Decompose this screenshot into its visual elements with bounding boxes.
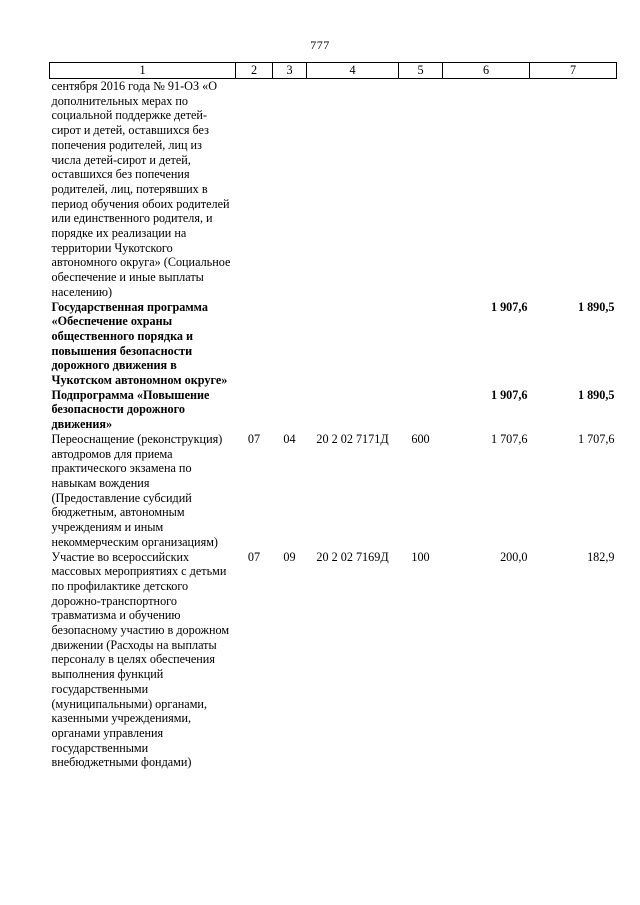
row-vr: 100 <box>411 549 430 564</box>
row-csr: 20 2 02 7171Д <box>316 431 389 446</box>
budget-table <box>49 62 617 770</box>
row-podrazdel: 09 <box>283 549 296 564</box>
row-razdel <box>236 388 273 432</box>
row-csr <box>307 388 399 432</box>
table-row-subprogram <box>50 388 617 432</box>
table-row-program <box>50 300 617 388</box>
table-row-continuation <box>50 79 617 300</box>
row-vr <box>399 79 443 300</box>
column-header-7: 7 <box>530 63 617 79</box>
row-sum-2: 1 890,5 <box>577 299 615 314</box>
row-csr: 20 2 02 7169Д <box>316 549 389 564</box>
table-row-expense <box>50 550 617 771</box>
row-podrazdel <box>273 300 307 388</box>
row-vr: 600 <box>411 431 430 446</box>
table-header-row <box>50 63 617 79</box>
row-vr <box>399 388 443 432</box>
row-name: Подпрограмма «Повышение безопасности дорожного движения» <box>51 387 210 432</box>
row-sum-2: 1 890,5 <box>577 387 615 402</box>
column-header-2: 2 <box>236 63 273 79</box>
row-sum-1: 1 907,6 <box>490 387 528 402</box>
row-sum-1: 1 907,6 <box>490 299 528 314</box>
row-sum-2 <box>530 79 617 300</box>
row-sum-2: 1 707,6 <box>577 431 615 446</box>
row-csr <box>307 79 399 300</box>
page-number: 777 <box>310 38 330 52</box>
column-header-5: 5 <box>399 63 443 79</box>
row-name: Государственная программа «Обеспечение охраны общественного порядка и повышения безопасности дорожного движения в Чукотском автономном округе» <box>51 299 228 388</box>
row-name: сентября 2016 года № 91-ОЗ «О дополнительных мерах по социальной поддержке детей-сирот и детей, оставшихся без попечения родителей, лиц из числа детей-сирот и детей, оставшихся без попечения родителей, лиц, потерявших в период обучения обоих родителей или единственного родителя, и порядке их реализации на территории Чукотского автономного округа» (Социальное обеспечение и иные выплаты населению) <box>51 79 231 299</box>
row-razdel: 07 <box>247 431 261 446</box>
row-sum-1 <box>443 79 530 300</box>
row-name: Участие во всероссийских массовых мероприятиях с детьми по профилактике детского дорожно-транспортного травматизма и обучению безопасному участию в дорожном движении (Расходы на выплаты персоналу в целях обеспечения выполнения функций государственными (муниципальными) органами, казенными учреждениями, органами управления государственными внебюджетными фондами) <box>51 549 230 770</box>
column-header-4: 4 <box>307 63 399 79</box>
row-podrazdel <box>273 388 307 432</box>
table-row-expense <box>50 432 617 550</box>
row-razdel: 07 <box>247 549 261 564</box>
row-sum-1: 1 707,6 <box>490 431 528 446</box>
row-sum-1: 200,0 <box>500 549 528 564</box>
row-name: Переоснащение (реконструкция) автодромов для приема практического экзамена по навыкам вождения (Предоставление субсидий бюджетным, автономным учреждениям и иным некоммерческим организациям) <box>51 431 223 549</box>
row-sum-2: 182,9 <box>587 549 615 564</box>
column-header-1: 1 <box>50 63 236 79</box>
row-podrazdel: 04 <box>283 431 296 446</box>
row-razdel <box>236 300 273 388</box>
column-header-3: 3 <box>273 63 307 79</box>
row-razdel <box>236 79 273 300</box>
column-header-6: 6 <box>443 63 530 79</box>
row-vr <box>399 300 443 388</box>
row-podrazdel <box>273 79 307 300</box>
row-csr <box>307 300 399 388</box>
